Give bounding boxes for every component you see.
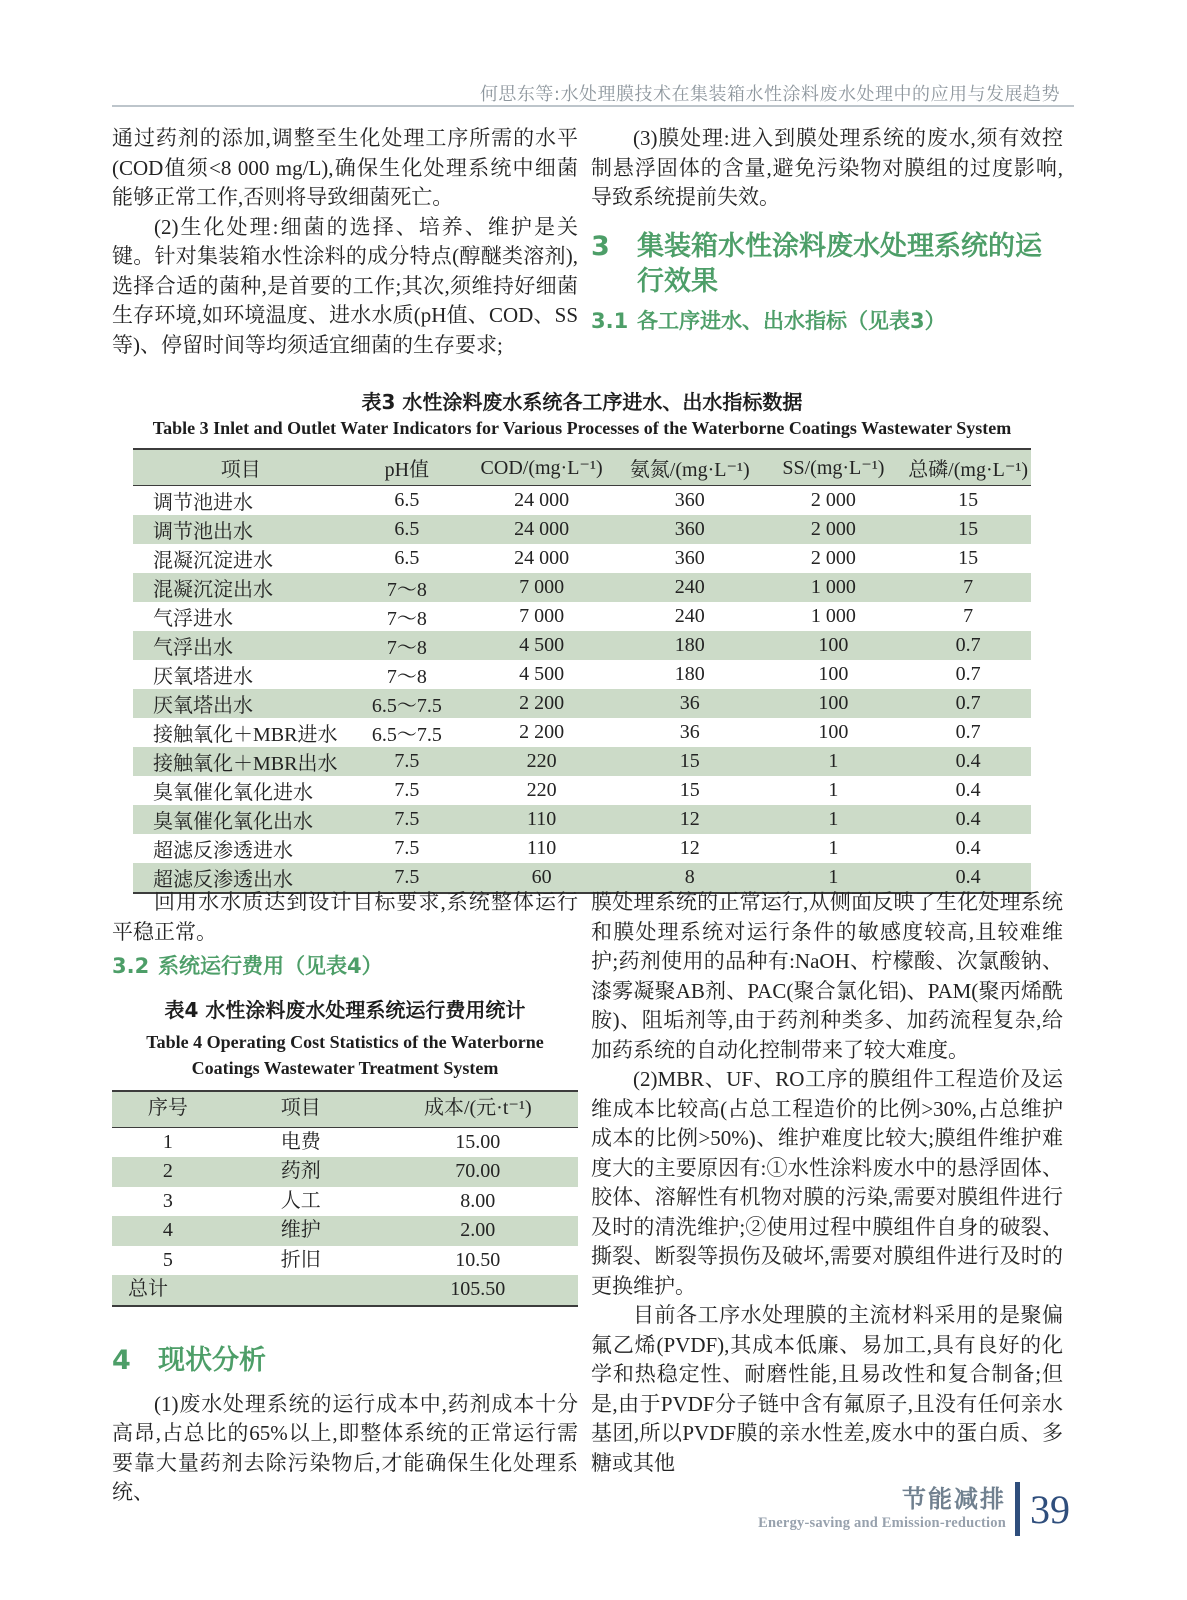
table-cell: 360 <box>674 547 705 569</box>
left-column-top <box>112 124 578 360</box>
table-cell: 220 <box>526 779 557 801</box>
body-paragraph: 膜处理系统的正常运行,从侧面反映了生化处理系统和膜处理系统对运行条件的敏感度较高,且较难维护;药剂使用的品种有:NaOH、柠檬酸、次氯酸钠、漆雾凝聚AB剂、PAC(聚合氯化铝)、PAM(聚丙烯酰胺)、阻垢剂等,由于药剂种类多、加药流程复杂,给加药系统的自动化控制带来了较大难度。 <box>591 890 1063 1062</box>
table-row <box>133 689 1031 718</box>
table-cell: 7～8 <box>386 666 427 688</box>
table-cell: 2 200 <box>519 692 565 714</box>
table3-caption-en: Table 3 Inlet and Outlet Water Indicators for Various Processes of the Waterborne Coatings Wastewater System <box>152 418 1012 438</box>
right-column-bottom <box>591 888 1063 1478</box>
table-cell: 1 <box>828 808 839 830</box>
table-cell: 1 000 <box>810 576 856 598</box>
table-cell: 100 <box>818 721 849 743</box>
table-cell: 15 <box>679 779 700 801</box>
table4-block <box>112 996 578 1307</box>
table4-caption-cn: 表4 水性涂料废水处理系统运行费用统计 <box>164 998 526 1022</box>
table-cell: 6.5～7.5 <box>371 695 442 717</box>
table-cell: 0.7 <box>955 721 981 743</box>
table-cell: 调节池出水 <box>153 521 253 543</box>
column-header: COD/(mg·L⁻¹) <box>480 457 603 479</box>
table-cell: 超滤反渗透出水 <box>153 869 293 891</box>
table-cell: 220 <box>526 750 557 772</box>
table-cell: 4 <box>162 1219 173 1241</box>
table-cell: 15 <box>958 547 979 569</box>
table-cell: 接触氧化＋MBR出水 <box>153 753 338 775</box>
table-cell: 15 <box>958 518 979 540</box>
table-cell: 7～8 <box>386 608 427 630</box>
table-cell: 36 <box>679 692 700 714</box>
table-cell: 折旧 <box>280 1248 321 1271</box>
table-cell: 4 500 <box>519 634 565 656</box>
table-cell: 2 000 <box>810 547 856 569</box>
table-cell: 15 <box>958 489 979 511</box>
section-number: 3.2 <box>112 954 150 978</box>
column-header: SS/(mg·L⁻¹) <box>782 457 885 479</box>
table-row <box>133 834 1031 863</box>
table-cell: 6.5 <box>394 518 420 540</box>
table-cell: 维护 <box>280 1219 321 1241</box>
table-cell: 100 <box>818 663 849 685</box>
header-rule <box>112 105 1074 107</box>
table3 <box>133 448 1031 894</box>
table3-caption-cn: 表3 水性涂料废水系统各工序进水、出水指标数据 <box>361 390 803 414</box>
table-cell: 360 <box>674 489 705 511</box>
table-cell: 4 500 <box>519 663 565 685</box>
table-cell: 180 <box>674 663 705 685</box>
table-cell: 1 <box>828 866 839 888</box>
table-row <box>133 660 1031 689</box>
table-cell: 7 000 <box>519 576 565 598</box>
table-cell: 7～8 <box>386 579 427 601</box>
table-cell: 7.5 <box>394 808 420 830</box>
table-cell: 混凝沉淀进水 <box>153 550 273 572</box>
body-paragraph: 回用水水质达到设计目标要求,系统整体运行平稳正常。 <box>112 890 578 944</box>
table-cell: 60 <box>531 866 552 888</box>
table-cell: 12 <box>679 837 700 859</box>
body-paragraph: (2)生化处理:细菌的选择、培养、维护是关键。针对集装箱水性涂料的成分特点(醇醚类溶剂),选择合适的菌种,是首要的工作;其次,须维持好细菌生存环境,如环境温度、进水水质(pH值、COD、SS等)、停留时间等均须适宜细菌的生存要求; <box>112 214 578 357</box>
table-cell: 0.7 <box>955 663 981 685</box>
table-cell: 7～8 <box>386 637 427 659</box>
table-cell: 15.00 <box>455 1130 501 1153</box>
table-cell <box>224 1275 378 1306</box>
body-paragraph: (3)膜处理:进入到膜处理系统的废水,须有效控制悬浮固体的含量,避免污染物对膜组的过度影响,导致系统提前失效。 <box>591 126 1063 209</box>
table-cell: 6.5 <box>394 489 420 511</box>
table-row <box>112 1246 578 1276</box>
page-number: 39 <box>1030 1486 1070 1532</box>
table-cell: 2.00 <box>460 1219 496 1241</box>
running-head-title: 何思东等:水处理膜技术在集装箱水性涂料废水处理中的应用与发展趋势 <box>479 84 1060 105</box>
table-cell: 3 <box>162 1189 173 1212</box>
footer-divider-bar <box>1015 1482 1020 1536</box>
table-cell: 0.4 <box>955 750 981 772</box>
section-title: 现状分析 <box>158 1344 266 1376</box>
table-cell: 240 <box>674 605 705 627</box>
table-cell: 1 <box>162 1130 173 1153</box>
table-row <box>112 1127 578 1157</box>
table-row <box>133 602 1031 631</box>
section-title: 集装箱水性涂料废水处理系统的运行效果 <box>637 230 1042 297</box>
table-header-row <box>133 449 1031 486</box>
section-title: 系统运行费用（见表4） <box>158 954 383 978</box>
table-cell: 100 <box>818 634 849 656</box>
section-heading-3-2 <box>112 953 578 980</box>
column-header: 项目 <box>280 1097 321 1120</box>
table-cell: 360 <box>674 518 705 540</box>
table3-block <box>133 386 1031 894</box>
journal-name-en: Energy-saving and Emission-reduction <box>758 1515 1006 1531</box>
table-cell: 总计 <box>128 1278 168 1300</box>
table-cell: 7 <box>963 605 974 627</box>
page-footer <box>758 1482 1070 1536</box>
table-cell: 臭氧催化氧化出水 <box>153 811 313 833</box>
section-heading-4 <box>112 1343 578 1378</box>
table-cell: 1 <box>828 750 839 772</box>
table-cell: 6.5～7.5 <box>371 724 442 746</box>
table4-caption-en: Table 4 Operating Cost Statistics of the Waterborne Coatings Wastewater Treatment System <box>146 1031 544 1078</box>
table-header-row <box>112 1091 578 1128</box>
body-paragraph: (1)废水处理系统的运行成本中,药剂成本十分高昂,占总比的65%以上,即整体系统的正常运行需要靠大量药剂去除污染物后,才能确保生化处理系统、 <box>112 1391 578 1504</box>
table-cell: 24 000 <box>514 518 570 540</box>
table-row <box>112 1187 578 1217</box>
table-cell: 100 <box>818 692 849 714</box>
table-cell: 2 200 <box>519 721 565 743</box>
table-cell: 1 000 <box>810 605 856 627</box>
table-cell: 气浮出水 <box>153 637 233 659</box>
table-cell: 药剂 <box>280 1160 321 1182</box>
table-row <box>133 573 1031 602</box>
table-cell: 7.5 <box>394 779 420 801</box>
section-number: 3 <box>591 230 610 262</box>
table-cell: 1 <box>828 837 839 859</box>
section-heading-3-1 <box>591 308 1063 335</box>
table-row <box>133 718 1031 747</box>
table-cell: 7.5 <box>394 866 420 888</box>
section-number: 4 <box>112 1344 131 1376</box>
body-paragraph: 通过药剂的添加,调整至生化处理工序所需的水平(COD值须<8 000 mg/L),确保生化处理系统中细菌能够正常工作,否则将导致细菌死亡。 <box>112 126 578 209</box>
table-cell: 0.4 <box>955 779 981 801</box>
table-cell: 0.7 <box>955 692 981 714</box>
table-cell: 2 000 <box>810 518 856 540</box>
table-cell: 10.50 <box>455 1248 501 1271</box>
table-cell: 240 <box>674 576 705 598</box>
column-header: 总磷/(mg·L⁻¹) <box>908 459 1029 481</box>
table-cell: 110 <box>526 808 557 830</box>
table-cell: 人工 <box>280 1189 321 1212</box>
table-cell: 110 <box>526 837 557 859</box>
table-cell: 厌氧塔出水 <box>153 695 253 717</box>
table-cell: 15 <box>679 750 700 772</box>
body-paragraph: (2)MBR、UF、RO工序的膜组件工程造价及运维成本比较高(占总工程造价的比例>30%,占总维护成本的比例>50%)、维护难度比较大;膜组件维护难度大的主要原因有:①水性涂料废水中的悬浮固体、胶体、溶解性有机物对膜的污染,需要对膜组件进行及时的清洗维护;②使用过程中膜组件自身的破裂、撕裂、断裂等损伤及破坏,需要对膜组件进行及时的更换维护。 <box>591 1067 1063 1298</box>
column-header: 项目 <box>220 459 261 481</box>
section-number: 3.1 <box>591 308 629 333</box>
table-cell: 7 <box>963 576 974 598</box>
left-column-bottom <box>112 888 578 1508</box>
column-header: 氨氮/(mg·L⁻¹) <box>629 459 750 481</box>
table-row <box>112 1157 578 1187</box>
table-cell: 厌氧塔进水 <box>153 666 253 688</box>
table-cell: 0.4 <box>955 866 981 888</box>
table-cell: 8 <box>684 866 695 888</box>
table-row <box>133 486 1031 516</box>
table-cell: 7.5 <box>394 750 420 772</box>
table-row <box>112 1216 578 1246</box>
table-row <box>133 747 1031 776</box>
journal-name-cn: 节能减排 <box>902 1485 1006 1513</box>
table-row <box>133 515 1031 544</box>
table-cell: 调节池进水 <box>153 492 253 514</box>
table-cell: 气浮进水 <box>153 608 233 630</box>
table-cell: 36 <box>679 721 700 743</box>
table-cell: 0.4 <box>955 837 981 859</box>
table-cell: 混凝沉淀出水 <box>153 579 273 601</box>
table-cell: 接触氧化＋MBR进水 <box>153 724 338 746</box>
column-header: pH值 <box>384 459 430 481</box>
table-cell: 2 000 <box>810 489 856 511</box>
body-paragraph: 目前各工序水处理膜的主流材料采用的是聚偏氟乙烯(PVDF),其成本低廉、易加工,具有良好的化学和热稳定性、耐磨性能,且易改性和复合制备;但是,由于PVDF分子链中含有氟原子,且没有任何亲水基团,所以PVDF膜的亲水性差,废水中的蛋白质、多糖或其他 <box>591 1303 1063 1475</box>
table-row <box>133 544 1031 573</box>
table-cell: 0.7 <box>955 634 981 656</box>
table-cell: 7.5 <box>394 837 420 859</box>
table4 <box>112 1090 578 1307</box>
table-cell: 5 <box>162 1248 173 1271</box>
table-cell: 1 <box>828 779 839 801</box>
table-cell: 2 <box>162 1160 173 1182</box>
table-cell: 12 <box>679 808 700 830</box>
section-title: 各工序进水、出水指标（见表3） <box>637 308 946 333</box>
right-column-top <box>591 124 1063 335</box>
table-cell: 6.5 <box>394 547 420 569</box>
journal-name-block <box>758 1486 1006 1532</box>
table-cell: 7 000 <box>519 605 565 627</box>
table-row <box>133 776 1031 805</box>
table-row <box>133 631 1031 660</box>
table-cell: 0.4 <box>955 808 981 830</box>
table-row <box>112 1275 578 1306</box>
table-row <box>133 805 1031 834</box>
table-cell: 180 <box>674 634 705 656</box>
table-cell: 8.00 <box>460 1189 496 1212</box>
section-heading-3 <box>591 229 1063 299</box>
table-cell: 臭氧催化氧化进水 <box>153 782 313 804</box>
table-cell: 70.00 <box>455 1160 501 1182</box>
table-cell: 超滤反渗透进水 <box>153 840 293 862</box>
table-cell: 24 000 <box>514 547 570 569</box>
table-cell: 电费 <box>280 1130 321 1153</box>
table-cell: 24 000 <box>514 489 570 511</box>
column-header: 序号 <box>147 1097 188 1120</box>
column-header: 成本/(元·t⁻¹) <box>423 1097 532 1120</box>
table-cell: 105.50 <box>450 1278 506 1300</box>
